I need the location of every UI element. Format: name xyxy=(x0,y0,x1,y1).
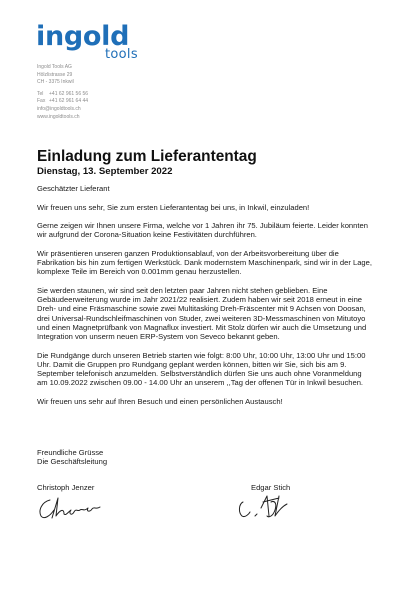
letter-body xyxy=(37,184,372,415)
closing xyxy=(37,448,107,466)
email: info@ingoldtools.ch xyxy=(37,105,81,112)
signer-name-right: Edgar Stich xyxy=(251,483,291,492)
closing-signoff: Die Geschäftsleitung xyxy=(37,457,108,467)
website: www.ingoldtools.ch xyxy=(37,113,80,120)
logo-tools-text: tools xyxy=(105,47,138,62)
paragraph: Wir freuen uns sehr, Sie zum ersten Lieferantentag bei uns, in Inkwil, einzuladen! xyxy=(37,202,310,212)
phone-row xyxy=(37,91,88,99)
paragraph: Wir freuen uns sehr auf Ihren Besuch und einen persönlichen Austausch! xyxy=(37,396,283,406)
signature-left xyxy=(36,494,106,522)
paragraph: Sie werden staunen, wir sind seit den letzten paar Jahren nicht stehen geblieben. Eine Gebäudeerweiterung wurde im Jahr 2021/22 realisiert. Zudem haben wir seit 2018 erneut in eine Dreh- und eine Fräsmaschine sowie zwei Multitasking Dreh-Fräscenter mit 9 Achsen von Doosan, drei Universal-Rundschleifmaschinen von Studer, zwei weiteren 3D-Messmaschinen von Mitutoyo und einen Magnetprüfbank von Magnaflux investiert. Mit Stolz dürfen wir auch die Umsetzung und Integration von unserm neuen ERP-System von Seveco bekannt geben. xyxy=(37,285,367,341)
street: Hölzlistrasse 29 xyxy=(37,71,73,78)
signer-name-left: Christoph Jenzer xyxy=(37,483,95,492)
letter-title: Einladung zum Lieferantentag xyxy=(37,148,257,165)
paragraph: Gerne zeigen wir Ihnen unsere Firma, welche vor 1 Jahren ihr 75. Jubiläum feierte. Leider konnten wir aufgrund der Corona-Situation keine Festivitäten durchführen. xyxy=(37,221,368,240)
phone-label: Tel xyxy=(37,90,44,97)
signature-right xyxy=(235,490,293,522)
fax-label: Fax xyxy=(37,98,46,105)
letter-date: Dienstag, 13. September 2022 xyxy=(37,166,173,177)
company-name: Ingold Tools AG xyxy=(37,64,72,70)
fax-row xyxy=(37,98,88,106)
company-logo xyxy=(36,22,156,68)
paragraph: Wir präsentieren unseren ganzen Produktionsablauf, von der Arbeitsvorbereitung über die Fabrikation bis hin zum fertigen Werkstück. Dank modernstem Maschinenpark, sind wir in der Lage, komplexe Teile im Bereich von 0.001mm genau herzustellen. xyxy=(37,248,372,277)
sender-address xyxy=(37,64,88,121)
phone-number: +41 62 961 56 56 xyxy=(49,90,89,97)
salutation: Geschätzter Lieferant xyxy=(37,184,110,193)
city: CH - 3375 Inkwil xyxy=(37,79,74,86)
fax-number: +41 62 961 64 44 xyxy=(49,98,89,105)
closing-greeting: Freundliche Grüsse xyxy=(37,448,104,457)
logo-wordmark: ingold xyxy=(36,21,130,52)
paragraph: Die Rundgänge durch unseren Betrieb starten wie folgt: 8:00 Uhr, 10:00 Uhr, 13:00 Uhr und 15:00 Uhr. Damit die Gruppen pro Rundgang geplant werden können, bitten wir Sie, sich bis am 9. September telefonisch anzumelden. Selbstverständlich dürfen Sie uns auch ohne Voranmeldung am 10.09.2022 zwischen 09.00 - 14.00 Uhr an unserem ,,Tag der offenen Tür in Inkwil besuchen. xyxy=(37,350,366,388)
